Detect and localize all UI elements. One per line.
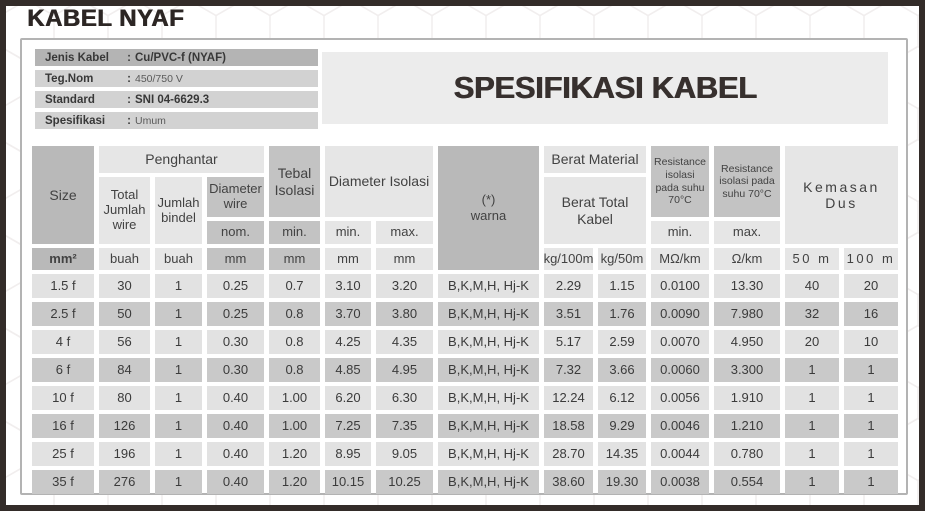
- table-cell: 3.300: [714, 358, 780, 382]
- table-cell: 12.24: [544, 386, 593, 410]
- table-cell: 1: [785, 358, 839, 382]
- table-cell: 6.30: [376, 386, 433, 410]
- table-cell: 0.40: [207, 414, 264, 438]
- table-cell: 0.554: [714, 470, 780, 494]
- info-value: Umum: [135, 114, 166, 127]
- table-cell: 4.25: [325, 330, 371, 354]
- col-header-diameter-isolasi: Diameter Isolasi: [325, 146, 433, 217]
- table-cell: 7.980: [714, 302, 780, 326]
- table-cell: 50: [99, 302, 150, 326]
- table-cell: 126: [99, 414, 150, 438]
- table-cell: 1: [844, 414, 898, 438]
- table-cell: 3.70: [325, 302, 371, 326]
- col-header-penghantar: Penghantar: [99, 146, 264, 173]
- content-panel: [20, 38, 908, 495]
- table-cell: 18.58: [544, 414, 593, 438]
- table-cell: 0.30: [207, 330, 264, 354]
- col-header-berat-material: Berat Material: [544, 146, 646, 173]
- unit-50m: 50 m: [785, 248, 839, 270]
- unit-ohm-km: Ω/km: [714, 248, 780, 270]
- unit-mm-di-min: mm: [325, 248, 371, 270]
- table-cell: 0.0060: [651, 358, 709, 382]
- table-cell: 30: [99, 274, 150, 298]
- table-cell: 1.00: [269, 386, 320, 410]
- col-header-total-jumlah-wire: Total Jumlah wire: [99, 177, 150, 244]
- specification-table: [32, 146, 898, 494]
- table-cell: 35 f: [32, 470, 94, 494]
- table-cell: 7.25: [325, 414, 371, 438]
- warna-symbol: (*): [481, 192, 496, 208]
- table-cell: 0.8: [269, 302, 320, 326]
- unit-mm2: mm²: [32, 248, 94, 270]
- table-cell: 1.00: [269, 414, 320, 438]
- table-cell: 0.25: [207, 274, 264, 298]
- table-cell: 1: [155, 358, 202, 382]
- info-row-spesifikasi: [35, 112, 318, 129]
- table-cell: 1.76: [598, 302, 646, 326]
- table-cell: 20: [844, 274, 898, 298]
- table-cell: 276: [99, 470, 150, 494]
- table-cell: 19.30: [598, 470, 646, 494]
- table-cell: 56: [99, 330, 150, 354]
- col-header-resistance-min: Resistance isolasi pada suhu 70°C: [651, 146, 709, 217]
- col-header-berat-total-kabel: [544, 177, 646, 244]
- table-cell: 4.950: [714, 330, 780, 354]
- berat-total-kabel-label: Berat Total Kabel: [561, 194, 629, 227]
- col-subheader-nom: nom.: [207, 221, 264, 244]
- table-cell: 10.15: [325, 470, 371, 494]
- table-cell: 0.0056: [651, 386, 709, 410]
- table-cell: 0.40: [207, 386, 264, 410]
- unit-kg-100m: kg/100m: [544, 248, 593, 270]
- table-cell: 3.80: [376, 302, 433, 326]
- table-cell: 80: [99, 386, 150, 410]
- unit-mohm-km: MΩ/km: [651, 248, 709, 270]
- table-cell: 5.17: [544, 330, 593, 354]
- table-cell: 0.0100: [651, 274, 709, 298]
- info-row-jenis-kabel: [35, 49, 318, 66]
- col-header-resistance-max: Resistance isolasi pada suhu 70°C: [714, 146, 780, 217]
- table-cell: 1: [155, 330, 202, 354]
- unit-buah-bindel: buah: [155, 248, 202, 270]
- table-cell: 0.0038: [651, 470, 709, 494]
- info-value: Cu/PVC-f (NYAF): [135, 51, 226, 64]
- col-subheader-res-max: max.: [714, 221, 780, 244]
- table-cell: 10: [844, 330, 898, 354]
- info-label: Teg.Nom: [45, 72, 94, 85]
- table-cell: 0.8: [269, 358, 320, 382]
- table-cell: 6.12: [598, 386, 646, 410]
- table-cell: 20: [785, 330, 839, 354]
- table-cell: 0.25: [207, 302, 264, 326]
- table-cell: 0.30: [207, 358, 264, 382]
- col-header-warna: [438, 146, 539, 270]
- info-value: SNI 04-6629.3: [135, 93, 210, 106]
- table-cell: 16: [844, 302, 898, 326]
- col-header-jumlah-bindel: Jumlah bindel: [155, 177, 202, 244]
- table-cell: B,K,M,H, Hj-K: [438, 274, 539, 298]
- table-cell: 0.780: [714, 442, 780, 466]
- table-cell: 0.7: [269, 274, 320, 298]
- info-label: Standard: [45, 93, 95, 106]
- table-cell: 0.40: [207, 442, 264, 466]
- table-cell: 1: [155, 386, 202, 410]
- table-cell: 1.910: [714, 386, 780, 410]
- info-row-standard: [35, 91, 318, 108]
- table-cell: 13.30: [714, 274, 780, 298]
- table-cell: 32: [785, 302, 839, 326]
- table-cell: 1: [155, 414, 202, 438]
- kemasan-dus-label: Kemasan Dus: [803, 178, 880, 211]
- table-cell: 1: [844, 470, 898, 494]
- page-title: KABEL NYAF: [27, 5, 185, 32]
- table-cell: 9.29: [598, 414, 646, 438]
- table-cell: 1.20: [269, 442, 320, 466]
- table-cell: 1: [844, 386, 898, 410]
- table-cell: 1: [785, 414, 839, 438]
- table-cell: 1: [155, 274, 202, 298]
- table-cell: 4.35: [376, 330, 433, 354]
- table-cell: 16 f: [32, 414, 94, 438]
- col-header-size: Size: [32, 146, 94, 244]
- cable-info-box: [35, 49, 318, 133]
- table-cell: 0.0044: [651, 442, 709, 466]
- table-cell: B,K,M,H, Hj-K: [438, 358, 539, 382]
- info-separator: :: [127, 72, 131, 85]
- table-cell: 2.5 f: [32, 302, 94, 326]
- table-cell: B,K,M,H, Hj-K: [438, 386, 539, 410]
- table-cell: B,K,M,H, Hj-K: [438, 330, 539, 354]
- table-cell: 1: [155, 302, 202, 326]
- table-cell: 3.20: [376, 274, 433, 298]
- unit-mm-tebal: mm: [269, 248, 320, 270]
- info-label: Jenis Kabel: [45, 51, 109, 64]
- unit-100m: 100 m: [844, 248, 898, 270]
- unit-kg-50m: kg/50m: [598, 248, 646, 270]
- table-cell: 1: [155, 470, 202, 494]
- table-cell: 0.0046: [651, 414, 709, 438]
- info-separator: :: [127, 93, 131, 106]
- table-cell: 3.10: [325, 274, 371, 298]
- info-value: 450/750 V: [135, 72, 183, 85]
- table-cell: 1: [155, 442, 202, 466]
- table-cell: 40: [785, 274, 839, 298]
- table-cell: 10 f: [32, 386, 94, 410]
- table-cell: 4.85: [325, 358, 371, 382]
- table-cell: 14.35: [598, 442, 646, 466]
- table-cell: 28.70: [544, 442, 593, 466]
- table-cell: B,K,M,H, Hj-K: [438, 470, 539, 494]
- info-separator: :: [127, 51, 131, 64]
- table-cell: 0.40: [207, 470, 264, 494]
- col-subheader-res-min: min.: [651, 221, 709, 244]
- info-label: Spesifikasi: [45, 114, 106, 127]
- table-cell: 1: [844, 358, 898, 382]
- table-cell: 2.59: [598, 330, 646, 354]
- col-header-diameter-wire: Diameter wire: [207, 177, 264, 217]
- col-subheader-di-min: min.: [325, 221, 371, 244]
- table-cell: 84: [99, 358, 150, 382]
- table-cell: 6.20: [325, 386, 371, 410]
- spec-banner: [322, 52, 888, 124]
- info-separator: :: [127, 114, 131, 127]
- table-cell: 10.25: [376, 470, 433, 494]
- table-cell: 0.0070: [651, 330, 709, 354]
- table-cell: 4 f: [32, 330, 94, 354]
- table-cell: 1.5 f: [32, 274, 94, 298]
- table-cell: 1: [844, 442, 898, 466]
- info-row-teg-nom: [35, 70, 318, 87]
- table-cell: 0.8: [269, 330, 320, 354]
- unit-mm-di-max: mm: [376, 248, 433, 270]
- table-cell: 0.0090: [651, 302, 709, 326]
- table-cell: B,K,M,H, Hj-K: [438, 302, 539, 326]
- table-cell: 1.210: [714, 414, 780, 438]
- table-cell: 38.60: [544, 470, 593, 494]
- table-cell: 196: [99, 442, 150, 466]
- spec-banner-title: SPESIFIKASI KABEL: [453, 70, 757, 105]
- table-cell: 7.32: [544, 358, 593, 382]
- table-cell: 1: [785, 442, 839, 466]
- table-cell: 6 f: [32, 358, 94, 382]
- table-cell: 2.29: [544, 274, 593, 298]
- table-cell: 1.20: [269, 470, 320, 494]
- table-cell: 3.51: [544, 302, 593, 326]
- table-cell: 1: [785, 470, 839, 494]
- unit-buah-wire: buah: [99, 248, 150, 270]
- table-cell: 1: [785, 386, 839, 410]
- table-cell: 8.95: [325, 442, 371, 466]
- unit-mm-nom: mm: [207, 248, 264, 270]
- table-cell: 3.66: [598, 358, 646, 382]
- warna-label: warna: [470, 208, 507, 223]
- col-subheader-tebal-min: min.: [269, 221, 320, 244]
- table-cell: 25 f: [32, 442, 94, 466]
- table-cell: 7.35: [376, 414, 433, 438]
- col-header-kemasan-dus: [785, 146, 898, 244]
- table-cell: B,K,M,H, Hj-K: [438, 414, 539, 438]
- table-cell: 9.05: [376, 442, 433, 466]
- table-cell: 1.15: [598, 274, 646, 298]
- col-header-tebal-isolasi: Tebal Isolasi: [269, 146, 320, 217]
- table-cell: 4.95: [376, 358, 433, 382]
- col-subheader-di-max: max.: [376, 221, 433, 244]
- table-cell: B,K,M,H, Hj-K: [438, 442, 539, 466]
